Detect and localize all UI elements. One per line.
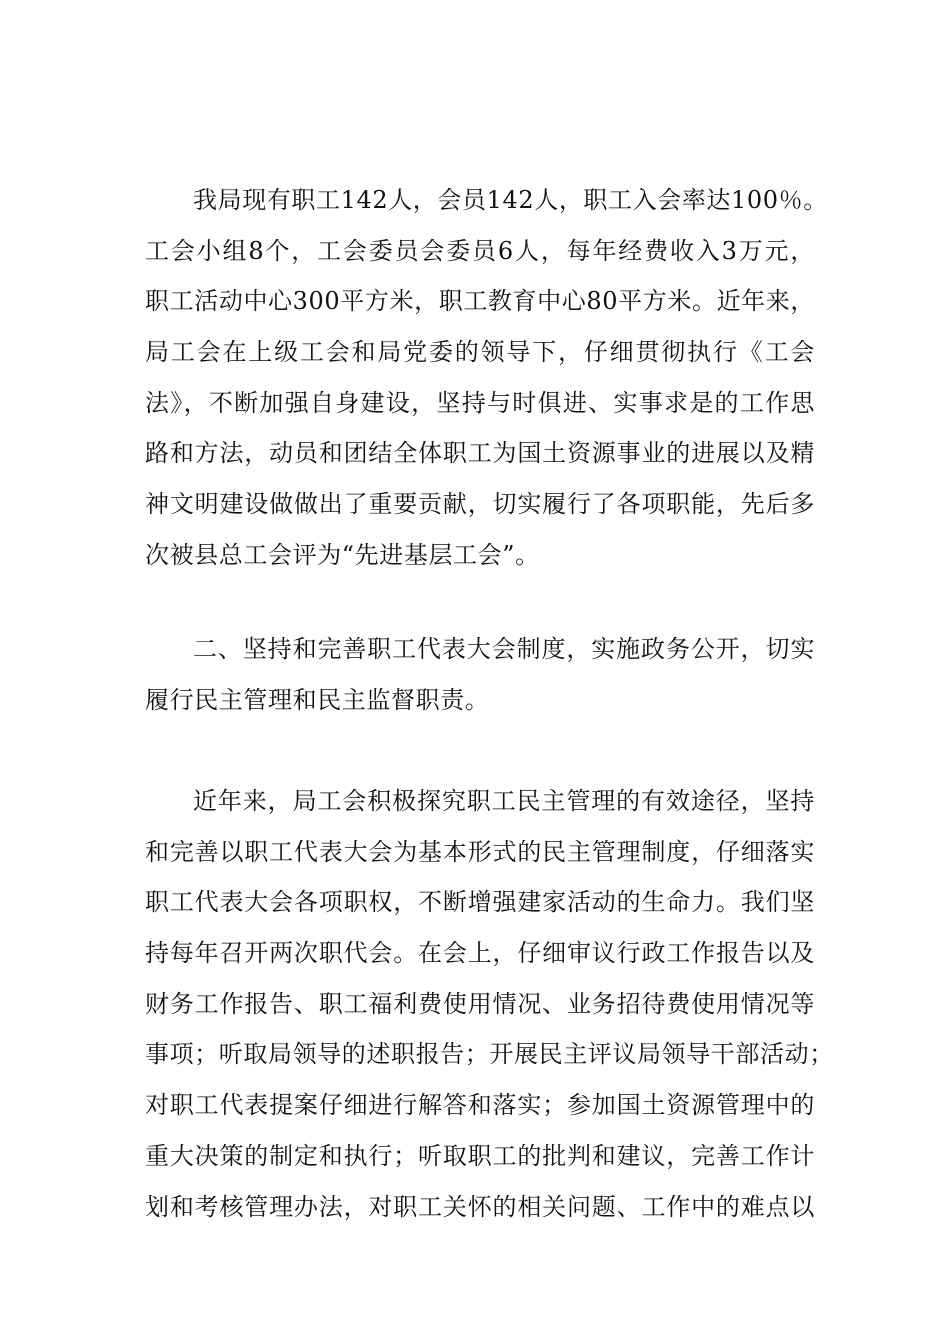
text-line: 职工活动中心300平方米，职工教育中心80平方米。近年来， [145,287,815,316]
text-line: 神文明建设做做出了重要贡献，切实履行了各项职能，先后多 [145,490,815,519]
paragraph-democratic-management [145,776,834,1232]
text-line: 事项；听取局领导的述职报告；开展民主评议局领导干部活动； [145,1040,834,1069]
text-line: 局工会在上级工会和局党委的领导下，仔细贯彻执行《工会 [145,338,815,367]
text-line: 对职工代表提案仔细进行解答和落实；参加国土资源管理中的 [145,1091,815,1120]
text-line: 法》，不断加强自身建设，坚持与时俱进、实事求是的工作思 [145,388,815,417]
section-heading-two [145,624,815,725]
text-line: 工会小组8个，工会委员会委员6人，每年经费收入3万元， [145,236,815,265]
text-line: 近年来，局工会积极探究职工民主管理的有效途径，坚持 [193,787,815,815]
text-line: 次被县总工会评为“先进基层工会”。 [145,540,540,569]
text-line: 和完善以职工代表大会为基本形式的民主管理制度，仔细落实 [145,837,815,866]
text-line: 二、坚持和完善职工代表大会制度，实施政务公开，切实 [193,635,815,663]
text-line: 划和考核管理办法，对职工关怀的相关问题、工作中的难点以 [145,1192,815,1221]
text-line: 持每年召开两次职代会。在会上，仔细审议行政工作报告以及 [145,939,815,968]
text-line: 财务工作报告、职工福利费使用情况、业务招待费使用情况等 [145,989,815,1018]
text-line: 路和方法，动员和团结全体职工为国土资源事业的进展以及精 [145,439,815,468]
paragraph-membership-overview [145,175,828,581]
text-line: 职工代表大会各项职权，不断增强建家活动的生命力。我们坚 [145,888,815,917]
text-line: 履行民主管理和民主监督职责。 [145,685,490,714]
text-line: 重大决策的制定和执行；听取职工的批判和建议，完善工作计 [145,1141,815,1170]
text-line: 我局现有职工142人，会员142人，职工入会率达100％。 [193,186,828,214]
